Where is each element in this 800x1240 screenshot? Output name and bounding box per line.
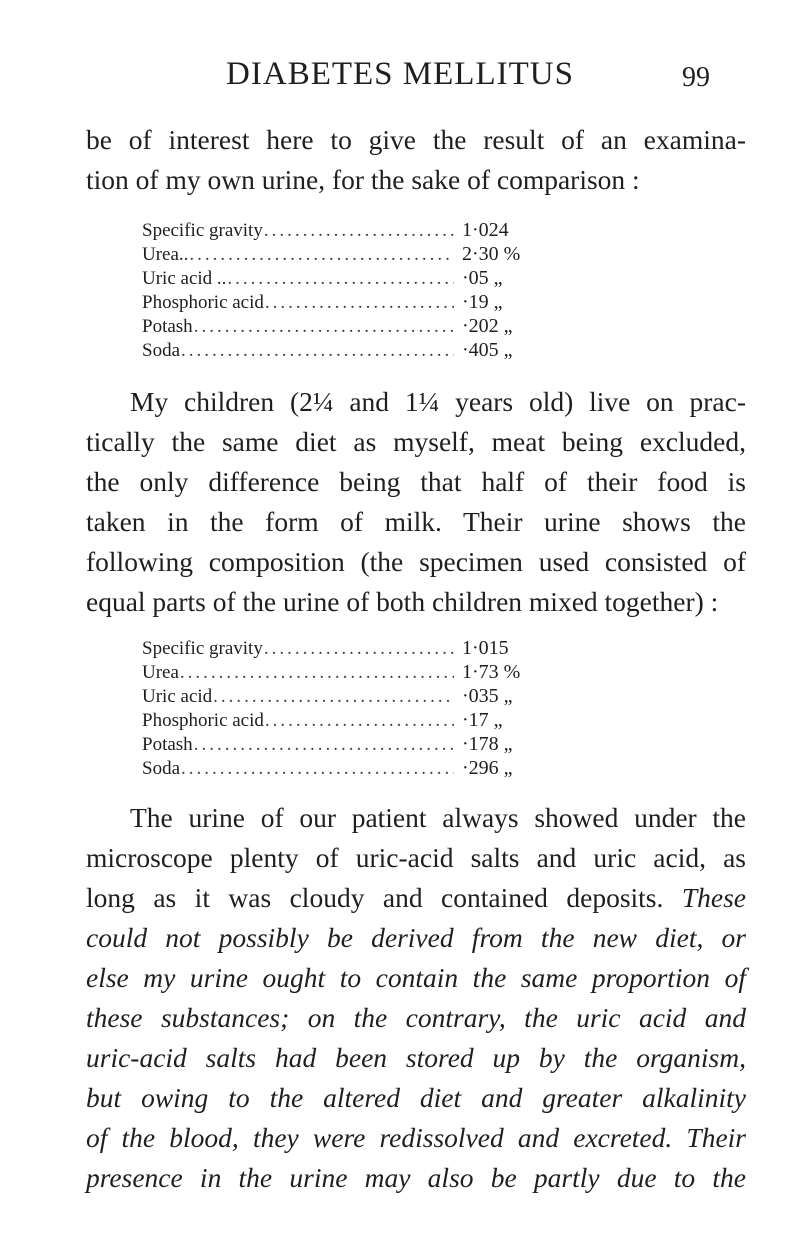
text-line: taken in the form of milk. Their urine shows the xyxy=(86,506,746,537)
row-value: 1·73 % xyxy=(462,661,521,683)
table-row xyxy=(142,338,562,362)
leader-dots xyxy=(194,733,454,757)
text-line-mixed xyxy=(86,878,746,918)
row-label: Urea.. xyxy=(142,244,189,265)
row-label: Uric acid .. xyxy=(142,268,227,289)
row-value: 1·024 xyxy=(462,219,509,241)
row-label: Urea xyxy=(142,662,179,683)
row-label: Uric acid xyxy=(142,686,213,707)
table-row xyxy=(142,708,562,732)
text-line: the only difference being that half of their food is xyxy=(86,466,746,497)
row-label: Phosphoric acid xyxy=(142,292,264,313)
text-line: else my urine ought to contain the same proportion of xyxy=(86,962,746,993)
row-value: ·05 „ xyxy=(462,267,503,289)
text-line: presence in the urine may also be partly due to the xyxy=(86,1162,746,1193)
text-line: My children (2¼ and 1¼ years old) live on prac- xyxy=(130,386,746,417)
table-row xyxy=(142,290,562,314)
row-value: ·035 „ xyxy=(462,685,513,707)
row-label: Soda xyxy=(142,758,180,779)
table-row xyxy=(142,218,562,242)
leader-dots xyxy=(213,685,454,709)
leader-dots xyxy=(189,243,454,267)
row-label: Specific gravity xyxy=(142,220,263,241)
leader-dots xyxy=(264,637,454,661)
running-head: DIABETES MELLITUS xyxy=(226,56,574,92)
row-value: ·17 „ xyxy=(462,709,503,731)
paragraph-children xyxy=(86,382,746,622)
text-line: following composition (the specimen used consisted of xyxy=(86,546,746,577)
row-value: ·19 „ xyxy=(462,291,503,313)
text-line: these substances; on the contrary, the uric acid and xyxy=(86,1002,746,1033)
row-label: Potash xyxy=(142,734,193,755)
text-line: but owing to the altered diet and greater alkalinity xyxy=(86,1082,746,1113)
leader-dots xyxy=(180,661,454,685)
row-label: Phosphoric acid xyxy=(142,710,264,731)
text-line: tion of my own urine, for the sake of comparison : xyxy=(86,164,640,195)
table-row xyxy=(142,636,562,660)
text-line: be of interest here to give the result of an examina- xyxy=(86,124,746,155)
leader-dots xyxy=(194,315,454,339)
row-value: ·178 „ xyxy=(462,733,513,755)
table-row xyxy=(142,756,562,780)
leader-dots xyxy=(264,219,454,243)
page-number: 99 xyxy=(682,62,710,93)
text-run: long as it was cloudy and contained deposits. xyxy=(86,882,664,913)
table-row xyxy=(142,732,562,756)
text-line: tically the same diet as myself, meat being excluded, xyxy=(86,426,746,457)
leader-dots xyxy=(265,291,454,315)
row-label: Soda xyxy=(142,340,180,361)
urine-table-author xyxy=(142,218,562,362)
text-line: could not possibly be derived from the new diet, or xyxy=(86,922,746,953)
table-row xyxy=(142,660,562,684)
row-value: 2·30 % xyxy=(462,243,521,265)
text-line: uric-acid salts had been stored up by the organism, xyxy=(86,1042,746,1073)
paragraph-patient xyxy=(86,798,746,1198)
row-value: ·405 „ xyxy=(462,339,513,361)
table-row xyxy=(142,314,562,338)
row-label: Potash xyxy=(142,316,193,337)
text-line: equal parts of the urine of both children mixed together) : xyxy=(86,586,719,617)
text-line: of the blood, they were redissolved and excreted. Their xyxy=(86,1122,746,1153)
row-value: ·202 „ xyxy=(462,315,513,337)
row-value: 1·015 xyxy=(462,637,509,659)
urine-table-children xyxy=(142,636,562,780)
italic-run: These xyxy=(681,882,747,913)
row-value: ·296 „ xyxy=(462,757,513,779)
paragraph-intro xyxy=(86,120,746,200)
text-line: microscope plenty of uric-acid salts and uric acid, as xyxy=(86,842,746,873)
leader-dots xyxy=(181,757,454,781)
table-row xyxy=(142,266,562,290)
leader-dots xyxy=(227,267,454,291)
leader-dots xyxy=(181,339,454,363)
text-line: The urine of our patient always showed under the xyxy=(130,802,746,833)
row-label: Specific gravity xyxy=(142,638,263,659)
table-row xyxy=(142,684,562,708)
leader-dots xyxy=(265,709,454,733)
table-row xyxy=(142,242,562,266)
